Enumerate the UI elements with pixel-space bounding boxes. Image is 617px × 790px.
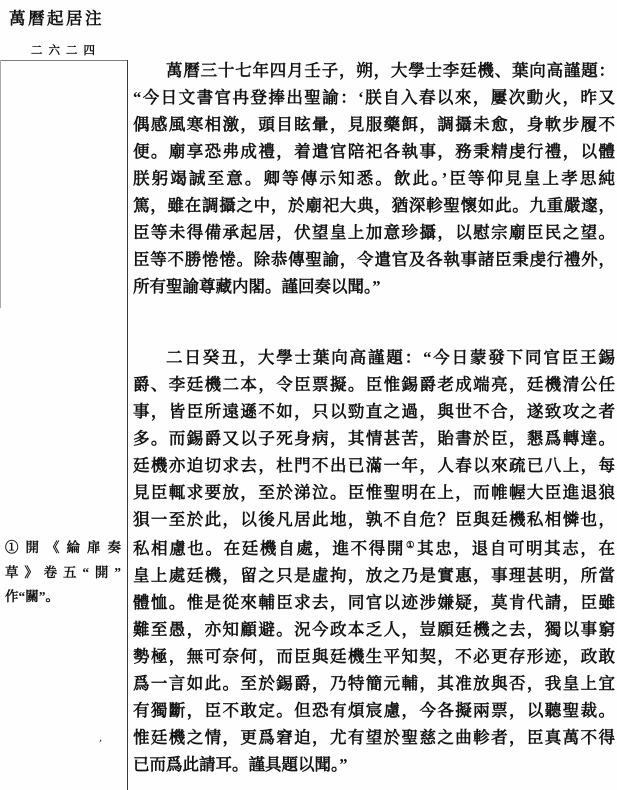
text-line: 已而爲此請耳。謹具題以聞。”	[133, 755, 348, 774]
margin-top-rule	[0, 60, 128, 61]
text-line: 體恤。惟是從來輔臣求去，同官以迹涉嫌疑，莫肯代請，臣雖	[133, 593, 615, 612]
text-line: 惟廷機之情，更爲窘迫，尤有望於聖慈之曲軫者，臣真萬不得	[133, 728, 615, 747]
text-line: 臣等不勝惓惓。除恭傳聖諭，令遣官及各執事諸臣秉虔行禮外，	[133, 250, 615, 269]
text-line: 狽一至於此，以後凡居此地，孰不自危？臣與廷機私相憐也，	[133, 510, 615, 529]
book-title: 萬曆起居注	[9, 9, 104, 28]
margin-vertical-rule	[127, 60, 128, 790]
text-line: 有獨斷，臣不敢定。但恐有煩宸慮，今各擬兩票，以聽聖裁。	[133, 701, 615, 720]
footnote-ref: ①	[406, 541, 417, 551]
text-line: 作“關”。	[5, 589, 59, 604]
main-text	[133, 57, 615, 778]
text-line: 難至愚，亦知顧避。況今政本乏人，豈願廷機之去，獨以事窮	[133, 620, 615, 639]
text-line: 見臣輒求要放，至於涕泣。臣惟聖明在上，而帷幄大臣進退狼	[133, 483, 615, 502]
page-number: 二六二四	[31, 45, 101, 57]
text-line: 事，皆臣所遠遜不如，只以勁直之過，與世不合，遂致攻之者	[133, 402, 615, 421]
text-line: 皇上處廷機，留之只是虛拘，放之乃是實惠，事理甚明，所當	[133, 566, 615, 585]
text-line: 二日癸丑，大學士葉向高謹題：“今日蒙發下同官臣王錫	[166, 348, 615, 367]
paragraph-edict	[133, 57, 615, 300]
text-line: 廷機亦迫切求去，杜門不出已滿一年，人春以來疏已八上，每	[133, 456, 615, 475]
text-line: 爲一言如此。至於錫爵，乃特簡元輔，其准放與否，我皇上宜	[133, 674, 615, 693]
text-line: 爵、李廷機二本，令臣票擬。臣惟錫爵老成端亮，廷機清公任	[133, 375, 615, 394]
text-line: 篤，雖在調攝之中，於廟祀大典，猶深軫聖懷如此。九重嚴邃，	[133, 196, 615, 215]
paragraph-memorial	[133, 344, 615, 778]
text-line: 便。廟享恐弗成禮，着遣官陪祀各執事，務秉精虔行禮，以體	[133, 142, 615, 161]
text-line: 多。而錫爵又以子死身病，其情甚苦，貽書於臣，懇爲轉達。	[133, 429, 615, 448]
text-line: 臣等未得備承起居，伏望皇上加意珍攝，以慰宗廟臣民之望。	[133, 223, 615, 242]
text-line: 萬曆三十七年四月壬子，朔，大學士李廷機、葉向高謹題：	[166, 61, 615, 80]
text-line: 朕躬竭誠至意。卿等傳示知悉。飲此。’臣等仰見皇上孝思純	[133, 169, 615, 188]
page-left-edge-rule	[0, 60, 1, 308]
text-line: ①開《綸扉奏	[5, 540, 121, 555]
text-line: 所有聖諭尊藏内閣。謹回奏以聞。”	[133, 277, 381, 296]
text-line: 偶感風寒相激，頭目眩暈，見服藥餌，調攝未愈，身軟步履不	[133, 115, 615, 134]
text-line: 私相慮也。在廷機自處，進不得開①其忠，退自可明其志，在	[133, 539, 616, 558]
text-line: 草》卷五“開”	[5, 564, 121, 580]
text-line: 勢極，無可奈何，而臣與廷機生平知契，不必更存形迹，政敢	[133, 647, 615, 666]
text-line: “今日文書官冉登捧出聖諭：‘朕自入春以來，屢次動火，昨又	[133, 88, 615, 107]
print-speck: ’	[96, 737, 103, 751]
footnote-margin-note	[5, 536, 121, 610]
